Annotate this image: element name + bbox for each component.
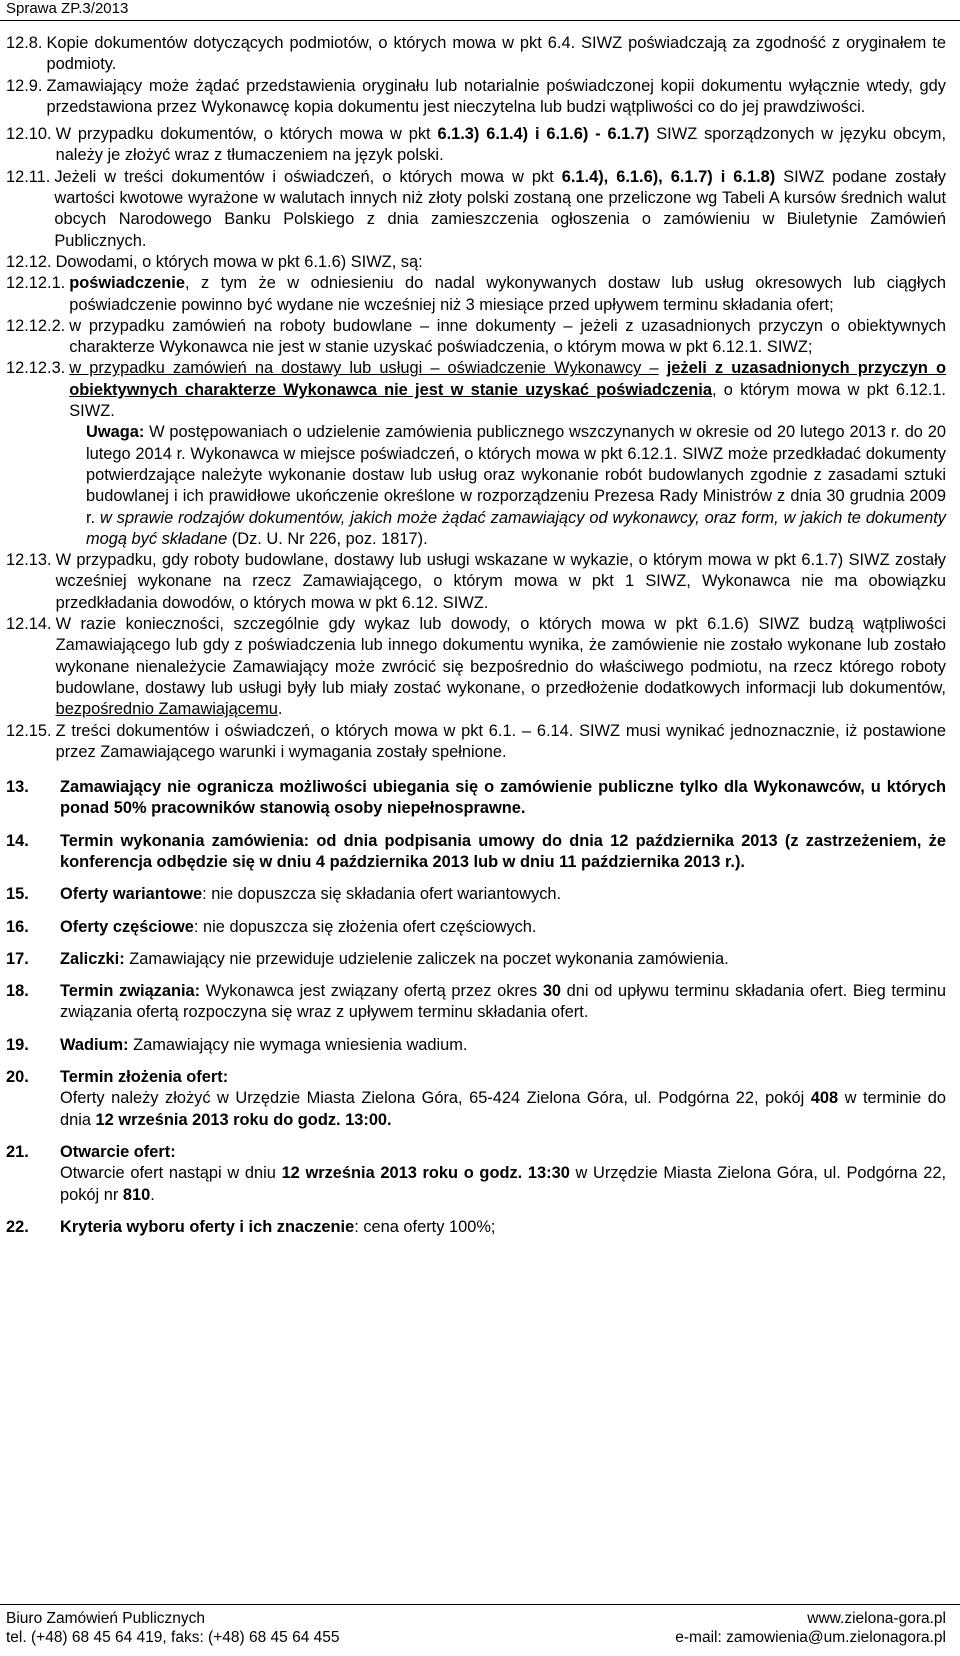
item-number: 12.12.3. xyxy=(6,359,66,378)
section-number: 14. xyxy=(6,831,29,850)
item-text: Zamawiający może żądać przedstawienia oryginału lub notarialnie poświadczonej kopii dokumentu wyłącznie wtedy, gdy przedstawiona przez Wykonawcę kopia dokumentu jest nieczytelna lub budzi wątpliwości co do jej prawdziwości. xyxy=(46,76,946,116)
section-13 xyxy=(6,777,946,820)
item-number: 12.11. xyxy=(6,167,51,186)
footer-divider xyxy=(0,1604,960,1605)
section-16 xyxy=(6,917,946,938)
section-number: 22. xyxy=(6,1217,29,1236)
section-text: Termin wykonania zamówienia: od dnia podpisania umowy do dnia 12 października 2013 (z zastrzeżeniem, że konferencja odbędzie się w dniu 4 października 2013 lub w dniu 11 października 2013 r.). xyxy=(60,831,946,871)
section-21 xyxy=(6,1142,946,1206)
item-text: Kopie dokumentów dotyczących podmiotów, o których mowa w pkt 6.4. SIWZ poświadczają za zgodność z oryginałem te podmioty. xyxy=(46,34,946,74)
section-20 xyxy=(6,1067,946,1131)
item-number: 12.15. xyxy=(6,721,52,740)
item-number: 12.12.2. xyxy=(6,316,66,335)
footer-phone-fax: tel. (+48) 68 45 64 419, faks: (+48) 68 45 64 455 xyxy=(6,1629,340,1646)
section-number: 15. xyxy=(6,885,29,904)
item-number: 12.12.1. xyxy=(6,274,66,293)
section-number: 19. xyxy=(6,1035,29,1054)
footer-office: Biuro Zamówień Publicznych xyxy=(6,1610,206,1627)
section-number: 16. xyxy=(6,917,29,936)
item-text: Z treści dokumentów i oświadczeń, o których mowa w pkt 6.1. – 6.14. SIWZ musi wynikać jednoznacznie, iż postawione przez Zamawiającego warunki i wymagania zostały spełnione. xyxy=(55,721,946,761)
footer-email-link[interactable]: e-mail: zamowienia@um.zielonagora.pl xyxy=(675,1629,946,1646)
paragraph-12-13 xyxy=(6,550,946,614)
section-text: Zamawiający nie ogranicza możliwości ubiegania się o zamówienie publiczne tylko dla Wykonawców, u których ponad 50% pracowników stanowią osoby niepełnosprawne. xyxy=(60,778,946,818)
item-text: W przypadku dokumentów, o których mowa w pkt 6.1.3) 6.1.4) i 6.1.6) - 6.1.7) SIWZ sporządzonych w języku obcym, należy je złożyć wraz z tłumaczeniem na język polski. xyxy=(55,125,946,165)
section-18 xyxy=(6,981,946,1024)
section-number: 21. xyxy=(6,1142,29,1161)
item-number: 12.14. xyxy=(6,615,52,634)
section-text: Kryteria wyboru oferty i ich znaczenie: cena oferty 100%; xyxy=(60,1217,496,1236)
section-17 xyxy=(6,949,946,970)
section-number: 13. xyxy=(6,778,29,797)
section-text: Termin złożenia ofert: Oferty należy złożyć w Urzędzie Miasta Zielona Góra, 65-424 Zielona Góra, ul. Podgórna 22, pokój 408 w terminie do dnia 12 września 2013 roku do godz. 13:00. xyxy=(60,1068,946,1129)
footer-website-link[interactable]: www.zielona-gora.pl xyxy=(807,1610,946,1627)
paragraph-12-14 xyxy=(6,614,946,720)
paragraph-12-12-3 xyxy=(6,358,946,422)
section-text: Zaliczki: Zamawiający nie przewiduje udzielenie zaliczek na poczet wykonania zamówienia. xyxy=(60,949,729,968)
item-number: 12.10. xyxy=(6,125,52,144)
note-text: Uwaga: W postępowaniach o udzielenie zamówienia publicznego wszczynanych w okresie od 20 lutego 2013 r. do 20 lutego 2014 r. Wykonawca w miejsce poświadczeń, o których mowa w pkt 6.12.1. SIWZ może przedkładać dokumenty potwierdzające należyte wykonanie dostaw lub usług oraz wykonanie robót budowlanych zgodnie z zasadami sztuki budowlanej i ich prawidłowe ukończenie określone w rozporządzeniu Prezesa Rady Ministrów z dnia 30 grudnia 2009 r. w sprawie rodzajów dokumentów, jakich może żądać zamawiający od wykonawcy, oraz form, w jakich te dokumenty mogą być składane (Dz. U. Nr 226, poz. 1817). xyxy=(86,423,946,548)
paragraph-12-12 xyxy=(6,252,946,273)
item-text: W razie konieczności, szczególnie gdy wykaz lub dowody, o których mowa w pkt 6.1.6) SIWZ budzą wątpliwości Zamawiającego lub gdy z poświadczenia lub innego dokumentu wynika, że zamówienie nie zostało wykonane lub zostało wykonane nienależycie Zamawiający może zwrócić się bezpośrednio do właściwego podmiotu, na rzecz którego roboty budowlane, dostawy lub usługi były lub miały zostać wykonane, o przedłożenie dodatkowych informacji lub dokumentów, bezpośrednio Zamawiającemu. xyxy=(55,615,946,719)
item-number: 12.8. xyxy=(6,34,43,52)
section-text: Wadium: Zamawiający nie wymaga wniesienia wadium. xyxy=(60,1035,468,1054)
paragraph-12-8 xyxy=(6,33,946,76)
paragraph-12-10 xyxy=(6,124,946,167)
paragraph-12-11 xyxy=(6,167,946,252)
section-text: Oferty wariantowe: nie dopuszcza się składania ofert wariantowych. xyxy=(60,885,562,904)
section-number: 18. xyxy=(6,982,29,1001)
header-divider xyxy=(0,20,960,21)
item-number: 12.9. xyxy=(6,76,43,95)
item-number: 12.12. xyxy=(6,252,52,271)
uwaga-note xyxy=(86,422,946,550)
section-text: Oferty częściowe: nie dopuszcza się złożenia ofert częściowych. xyxy=(60,917,537,936)
section-text: Otwarcie ofert: Otwarcie ofert nastąpi w dniu 12 września 2013 roku o godz. 13:30 w Urzędzie Miasta Zielona Góra, ul. Podgórna 22, pokój nr 810. xyxy=(60,1142,946,1204)
paragraph-12-15 xyxy=(6,721,946,764)
paragraph-12-12-2 xyxy=(6,316,946,359)
item-text: w przypadku zamówień na roboty budowlane – inne dokumenty – jeżeli z uzasadnionych przyczyn o obiektywnych charakterze Wykonawca nie jest w stanie uzyskać poświadczenia, o którym mowa w pkt 6.12.1. SIWZ; xyxy=(69,316,946,357)
section-number: 20. xyxy=(6,1068,29,1087)
section-19 xyxy=(6,1035,946,1056)
section-15 xyxy=(6,884,946,905)
item-text: w przypadku zamówień na dostawy lub usługi – oświadczenie Wykonawcy – jeżeli z uzasadnionych przyczyn o obiektywnych charakterze Wykonawca nie jest w stanie uzyskać poświadczenia, o którym mowa w pkt 6.12.1. SIWZ. xyxy=(69,359,946,421)
paragraph-12-9 xyxy=(6,76,946,119)
document-header: Sprawa ZP.3/2013 xyxy=(6,0,129,17)
section-number: 17. xyxy=(6,949,29,968)
page-footer xyxy=(6,1609,946,1647)
item-text: Jeżeli w treści dokumentów i oświadczeń, o których mowa w pkt 6.1.4), 6.1.6), 6.1.7) i 6.1.8) SIWZ podane zostały wartości kwotowe wyrażone w walutach innych niż złoty polski zostaną one przeliczone wg Tabeli A kursów średnich walut obcych Narodowego Banku Polskiego z dnia zamieszczenia ogłoszenia o zamówieniu w Biuletynie Zamówień Publicznych. xyxy=(54,167,946,250)
section-14 xyxy=(6,831,946,874)
item-text: poświadczenie, z tym że w odniesieniu do nadal wykonywanych dostaw lub usług okresowych lub ciągłych poświadczenie powinno być wydane nie wcześniej niż 3 miesiące przed upływem terminu składania ofert; xyxy=(69,274,946,314)
section-22 xyxy=(6,1217,946,1238)
item-number: 12.13. xyxy=(6,551,52,570)
paragraph-12-12-1 xyxy=(6,273,946,316)
document-body xyxy=(6,24,946,1238)
item-text: W przypadku, gdy roboty budowlane, dostawy lub usługi wskazane w wykazie, o którym mowa w pkt 6.1.7) SIWZ zostały wcześniej wykonane na rzecz Zamawiającego, o którym mowa w pkt 1 SIWZ, Wykonawca nie ma obowiązku przedkładania dowodów, o których mowa w pkt 6.12. SIWZ. xyxy=(55,551,946,612)
section-text: Termin związania: Wykonawca jest związany ofertą przez okres 30 dni od upływu terminu składania ofert. Bieg terminu związania ofertą rozpoczyna się wraz z upływem terminu składania ofert. xyxy=(60,982,946,1022)
item-text: Dowodami, o których mowa w pkt 6.1.6) SIWZ, są: xyxy=(55,252,423,271)
